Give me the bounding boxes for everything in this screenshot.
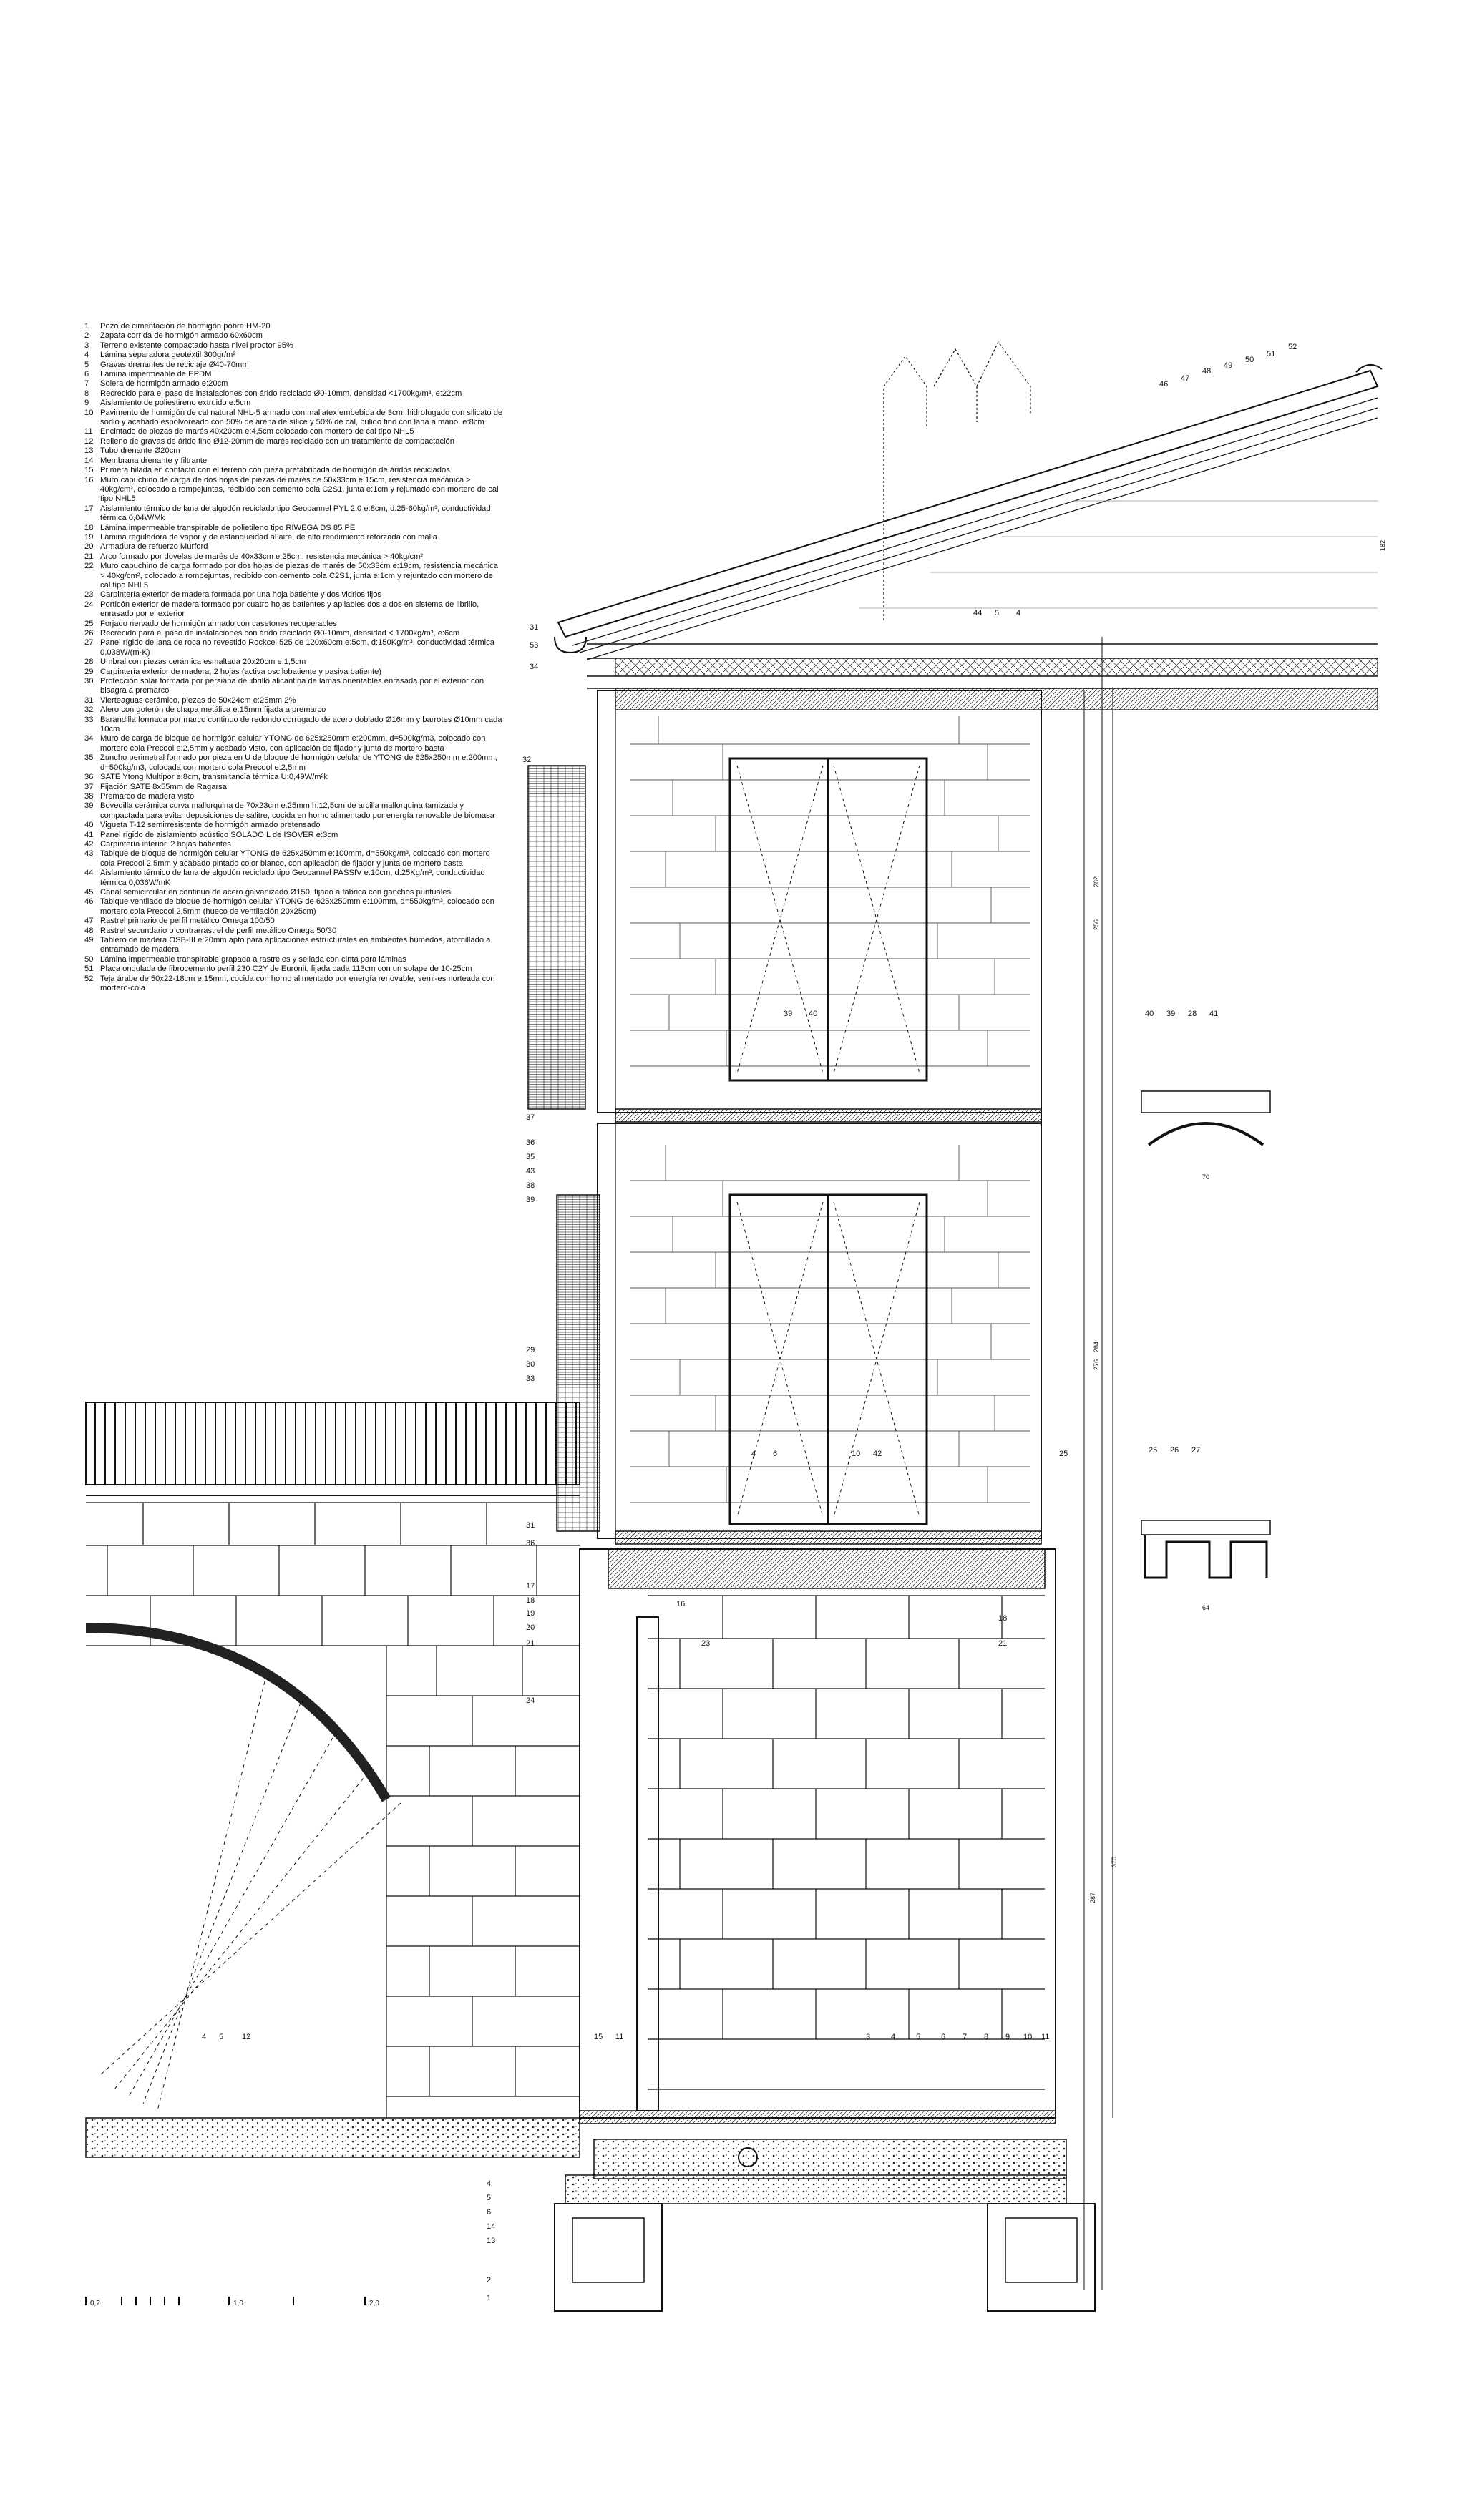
legend-number: 13 [84,446,94,456]
legend-text: Aislamiento de poliestireno extruido e:5cm [100,399,251,408]
callout-lower-left: 33 [526,1374,535,1383]
legend-number: 20 [84,542,94,552]
callout-foot: 5 [487,2194,492,2202]
callout-ground-left: 19 [526,1609,535,1618]
legend-text: Zapata corrida de hormigón armado 60x60cm [100,331,263,341]
legend-text: Rastrel secundario o contrarrastrel de perfil metálico Omega 50/30 [100,926,337,935]
legend-text: Aislamiento térmico de lana de algodón reciclado tipo Geopannel PASSIV e:10cm, d:25Kg/m³, conductividad térmica 0,036W/mK [100,869,485,887]
legend-text: Barandilla formada por marco continuo de redondo corrugado de acero doblado Ø16mm y barrotes Ø10mm cada 10cm [100,715,502,734]
upper-floor-slab [615,1109,1041,1122]
legend-number: 41 [84,830,94,839]
callout-detail2: 25 [1149,1446,1158,1455]
callout-lower-left: 30 [526,1360,535,1369]
legend-number: 36 [84,773,94,782]
legend-number: 4 [84,351,89,360]
stone-arch [86,1628,386,1799]
legend-number: 48 [84,926,94,935]
callout-ground-left: 18 [526,1596,535,1605]
legend-number: 34 [84,734,94,743]
legend-number: 31 [84,695,94,705]
legend-text: Muro de carga de bloque de hormigón celular YTONG de 625x250mm e:200mm, d=500kg/m3, colocado con mortero cola Precool e:2,5mm y acabado visto, con aplicación de fijador y junta de mortero basta [100,734,486,753]
callout-dims: 256 [1093,919,1100,930]
legend-number: 6 [84,370,89,379]
legend-number: 12 [84,436,94,446]
legend-text: Panel rígido de lana de roca no revestido Rockcel 525 de 120x60cm e:5cm, d:150Kg/m³, conductividad térmica 0,038W/(m·K) [100,638,494,657]
legend-number: 32 [84,705,94,715]
legend-number: 5 [84,360,89,369]
legend-text: Tubo drenante Ø20cm [100,446,180,456]
upper-blockwork [630,716,1030,1066]
attic-blockwork [859,501,1378,608]
ceiling-beam [615,688,1378,710]
callout-scale: 1,0 [233,2300,243,2307]
legend-text: Gravas drenantes de reciclaje Ø40-70mm [100,360,249,369]
legend-text: Carpintería exterior de madera formada por una hoja batiente y dos vidrios fijos [100,590,382,600]
legend-text: Vigueta T-12 semirresistente de hormigón armado pretensado [100,821,321,830]
legend-text: Canal semicircular en continuo de acero galvanizado Ø150, fijado a fábrica con ganchos puntuales [100,887,452,897]
callout-foot: 6 [487,2208,492,2217]
legend-number: 30 [84,677,94,686]
legend-text: Arco formado por dovelas de marés de 40x33cm e:25cm, resistencia mecánica > 40kg/cm² [100,552,424,561]
callout-ground-bottom: 9 [1005,2033,1010,2041]
legend-number: 18 [84,523,94,532]
callout-foot: 1 [487,2294,492,2302]
legend-number: 14 [84,456,94,465]
callout-roof-left: 53 [530,641,539,650]
callout-floor-b: 42 [873,1450,882,1458]
foundation [86,2118,1095,2311]
legend-number: 38 [84,791,94,801]
callout-ground-bottom: 11 [1041,2033,1050,2041]
callout-inner: 11 [615,2033,624,2041]
left-mares [86,1503,580,2118]
callout-detail2: 27 [1191,1446,1201,1455]
legend-text: Tabique de bloque de hormigón celular YTONG de 625x250mm e:100mm, d=550kg/m³, colocado con mortero cola Precool 2,5mm y acabado pintado color blanco, con aplicación de fijador y junta de mortero basta [100,849,490,868]
callout-floor-b: 6 [773,1450,778,1458]
legend-number: 23 [84,590,94,600]
callout-right: 16 [676,1600,686,1608]
callout-roof-left: 34 [530,663,539,671]
roof-insulation [615,658,1378,676]
legend-text: Terreno existente compactado hasta nivel proctor 95% [100,341,293,350]
legend-text: Muro capuchino de carga de dos hojas de piezas de marés de 50x33cm e:15cm, resistencia mecánica > 40kg/cm², colocado a rompejuntas, recibido con cemento cola C2S1, junta e:1cm y rejuntado con mortero de cal tipo NHL5 [100,475,499,504]
callout-roof: 47 [1181,374,1190,383]
legend-text: Zuncho perimetral formado por pieza en U de bloque de hormigón celular de YTONG de 625x250mm e:200mm, d=500kg/m3, colocada con mortero cola Precool e:2,5mm [100,753,497,772]
callout-scale: 2,0 [369,2300,379,2307]
callout-ground-bottom: 5 [916,2033,921,2041]
callout-mid-left: 36 [526,1138,535,1147]
central-mares [648,1596,1045,2089]
callout-detail-dims: 64 [1202,1604,1210,1611]
callout-roof: 49 [1224,361,1233,370]
legend-text: Recrecido para el paso de instalaciones con árido reciclado Ø0-10mm, densidad <1700kg/m³, e:22cm [100,389,462,398]
callout-ground-bottom: 10 [1023,2033,1033,2041]
callout-detail1: 39 [1166,1010,1176,1018]
callout-ground-bottom: 6 [941,2033,946,2041]
legend-number: 39 [84,801,94,811]
callout-detail1: 41 [1209,1010,1219,1018]
legend-text: Tablero de madera OSB-III e:20mm apto para aplicaciones estructurales en ambientes húmedos, atornillado a entramado de madera [100,936,491,954]
roof-tiles [558,371,1378,637]
callout-ground-left: 24 [526,1696,535,1705]
legend-text: Primera hilada en contacto con el terreno con pieza prefabricada de hormigón de áridos reciclados [100,466,450,475]
callout-ground-bottom: 7 [963,2033,968,2041]
legend-number: 22 [84,562,94,571]
lintel [608,1549,1045,1588]
upper-shutter [528,766,585,1109]
callout-dims: 282 [1093,876,1100,887]
lower-blockwork [630,1145,1030,1503]
callout-lower-left: 31 [526,1521,535,1530]
gutter-icon [555,637,586,653]
legend-text: Lámina impermeable transpirable grapada a rastreles y sellada con cinta para láminas [100,954,406,964]
callout-ground-bottom: 4 [891,2033,896,2041]
legend-text: Bovedilla cerámica curva mallorquina de 70x23cm e:25mm h:12,5cm de arcilla mallorquina tamizada y compactada para evitar deposiciones de salitre, cocida en horno alimentado por energía renovable de biomasa [100,801,495,820]
legend-number: 42 [84,839,94,849]
legend-text: Premarco de madera visto [100,791,195,801]
callout-window: 39 [784,1010,793,1018]
callout-detail1: 28 [1188,1010,1197,1018]
callout-slab: 25 [1059,1450,1068,1458]
legend-text: Carpintería exterior de madera, 2 hojas (activa oscilobatiente y pasiva batiente) [100,667,382,676]
callout-dims: 370 [1111,1856,1118,1867]
callout-right: 18 [998,1614,1008,1623]
legend-number: 16 [84,475,94,484]
callout-roof: 51 [1267,350,1276,358]
callout-detail-dims: 70 [1202,1173,1210,1181]
callout-lower-left: 36 [526,1539,535,1548]
callout-roof: 48 [1202,367,1212,376]
callout-dims: 287 [1089,1892,1096,1903]
callout-ground-left: 21 [526,1639,535,1648]
legend-text: Umbral con piezas cerámica esmaltada 20x20cm e:1,5cm [100,658,306,667]
legend-number: 29 [84,667,94,676]
legend-number: 8 [84,389,89,398]
legend-text: Aislamiento térmico de lana de algodón reciclado tipo Geopannel PYL 2.0 e:8cm, d:25-60kg/m³, conductividad térmica 0,04W/Mk [100,504,491,523]
callout-ground-left: 20 [526,1623,535,1632]
detail-slab [1141,1520,1270,1578]
legend-text: Protección solar formada por persiana de librillo alicantina de lamas orientables enrasada por el exterior con bisagra a premarco [100,677,484,695]
detail-vault [1141,1091,1270,1145]
upper-wall [598,690,1041,1538]
callout-roof: 50 [1245,356,1254,364]
right-footing [988,2204,1095,2311]
callout-dims: 284 [1093,1341,1100,1352]
callout-dims: 276 [1093,1359,1100,1370]
callout-exterior: 5 [219,2033,224,2041]
ground-walls [86,1503,1056,2124]
left-footing [555,2204,662,2311]
fence [86,1402,580,1485]
callout-mid-left: 35 [526,1153,535,1161]
legend-text: Pavimento de hormigón de cal natural NHL-5 armado con mallatex embebida de 3cm, hidrofugado con silicato de sodio y acabado espolvoreado con 50% de arena de sílice y 50% de cal, pulido fino con lana a mano, e:8cm [100,408,503,427]
legend-number: 7 [84,379,89,389]
roof-slope-layers [565,386,1378,660]
floor-substrate [594,2139,1066,2179]
callout-mid-left: 43 [526,1167,535,1176]
legend-number: 2 [84,331,89,341]
legend-number: 49 [84,936,94,944]
callout-labels [90,343,1386,2307]
ground-floor-pavement [580,2111,1056,2124]
legend-text: Alero con goterón de chapa metálica e:15mm fijada a premarco [100,705,326,715]
callout-floor-a: 4 [1016,609,1021,617]
legend-number: 3 [84,341,89,350]
legend-number: 26 [84,629,94,638]
callout-right: 23 [701,1639,711,1648]
callout-roof: 52 [1288,343,1297,351]
callout-mid-left: 39 [526,1196,535,1204]
callout-foot: 14 [487,2222,496,2231]
legend-text: Encintado de piezas de marés 40x20cm e:4,5cm colocado con mortero de cal tipo NHL5 [100,427,414,436]
legend-text: Muro capuchino de carga formado por dos hojas de piezas de marés de 50x33cm e:19cm, resistencia mecánica > 40kg/cm², colocado a rompejuntas, recibido con cemento cola C2S1, junta e:1cm y rejuntado con mortero de cal tipo NHL5 [100,562,498,590]
callout-right: 21 [998,1639,1008,1648]
callout-floor-a: 44 [973,609,983,617]
callout-mid-left: 38 [526,1181,535,1190]
legend-text: Lámina separadora geotextil 300gr/m² [100,351,236,360]
legend-text: Lámina reguladora de vapor y de estanqueidad al aire, de alto rendimiento reforzada con malla [100,532,437,542]
legend-text: Porticón exterior de madera formado por cuatro hojas batientes y apilables dos a dos en sistema de librillo, enrasado por el exterior [100,600,479,619]
legend-text: Vierteaguas cerámico, piezas de 50x24cm e:25mm 2% [100,695,296,705]
callout-scale: 0,2 [90,2300,100,2307]
legend-text: Relleno de gravas de árido fino Ø12-20mm de marés reciclado con un tratamiento de compactación [100,436,455,446]
lower-floor-slab [615,1531,1041,1544]
callout-inner: 15 [594,2033,603,2041]
legend-number: 27 [84,638,94,648]
legend-text: Solera de hormigón armado e:20cm [100,379,228,389]
callout-detail1: 40 [1145,1010,1154,1018]
lower-wall [598,1123,1041,1544]
callout-ground-bottom: 8 [984,2033,989,2041]
legend-number: 11 [84,427,93,436]
legend-text: Lámina impermeable transpirable de polietileno tipo RIWEGA DS 85 PE [100,523,356,532]
legend-number: 25 [84,619,94,628]
legend-text: Armadura de refuerzo Murford [100,542,208,552]
legend-text: Panel rígido de aislamiento acústico SOLADO L de ISOVER e:3cm [100,830,338,839]
legend-text: Membrana drenante y filtrante [100,456,208,465]
legend-number: 19 [84,532,94,542]
legend-number: 52 [84,974,94,983]
drain-gravel [565,2175,1066,2204]
legend-number: 35 [84,753,94,763]
callout-ground-left: 17 [526,1582,535,1591]
legend-text: Teja árabe de 50x22-18cm e:15mm, cocida con horno alimentado por energía renovable, semi-esmorteada con mortero-cola [100,974,495,993]
legend-text: Forjado nervado de hormigón armado con casetones recuperables [100,619,337,628]
callout-foot: 2 [487,2276,492,2285]
legend-number: 17 [84,504,94,513]
legend-number: 45 [84,887,94,897]
legend-number: 9 [84,399,89,408]
callout-exterior: 12 [242,2033,251,2041]
left-footing-top [572,2218,644,2282]
roof [555,342,1382,710]
callout-roof: 46 [1159,380,1169,389]
legend-number: 24 [84,600,94,609]
callout-lower-left: 29 [526,1346,535,1354]
legend-number: 46 [84,897,94,907]
legend-number: 51 [84,964,94,974]
callout-upper-left: 32 [522,756,532,764]
legend-number: 37 [84,782,94,791]
legend-text: SATE Ytong Multipor e:8cm, transmitancia térmica U:0,49W/m²k [100,773,328,782]
legend-number: 44 [84,869,94,878]
callout-roof-left: 31 [530,623,539,632]
exterior-gravel [86,2118,580,2157]
legend-text: Rastrel primario de perfil metálico Omega 100/50 [100,917,275,926]
legend-number: 28 [84,658,94,667]
legend-text: Carpintería interior, 2 hojas batientes [100,839,231,849]
legend-number: 40 [84,821,94,830]
legend-text: Fijación SATE 8x55mm de Ragarsa [100,782,227,791]
callout-exterior: 4 [202,2033,207,2041]
right-footing-top [1005,2218,1077,2282]
scale-bar [86,2297,365,2305]
callout-floor-a: 5 [995,609,1000,617]
legend-number: 47 [84,917,94,926]
callout-detail2: 26 [1170,1446,1179,1455]
legend-number: 10 [84,408,94,417]
callout-window: 40 [809,1010,818,1018]
legend-number: 21 [84,552,94,561]
legend-number: 43 [84,849,94,859]
callout-mid-left: 37 [526,1113,535,1122]
callout-foot: 13 [487,2237,496,2245]
legend-number: 50 [84,954,94,964]
ground-door [637,1617,658,2111]
legend-text: Tabique ventilado de bloque de hormigón celular YTONG de 625x250mm e:100mm, d=550kg/m³, colocado con mortero cola Precool 2,5mm (hueco de ventilación 20x25cm) [100,897,494,916]
callout-ground-bottom: 3 [866,2033,871,2041]
legend-text: Placa ondulada de fibrocemento perfil 230 C2Y de Euronit, fijada cada 113cm con un solape de 10-25cm [100,964,472,974]
legend-number: 15 [84,466,94,475]
legend-number: 33 [84,715,94,724]
legend-text: Recrecido para el paso de instalaciones con árido reciclado Ø0-10mm, densidad < 1700kg/m³, e:6cm [100,629,460,638]
callout-foot: 4 [487,2179,492,2188]
callout-dims: 182 [1379,539,1386,551]
legend-text: Pozo de cimentación de hormigón pobre HM-20 [100,322,271,331]
callout-floor-b: 10 [852,1450,861,1458]
legend-number: 1 [84,322,89,331]
legend-text: Lámina impermeable de EPDM [100,370,212,379]
callout-floor-b: 4 [751,1450,756,1458]
